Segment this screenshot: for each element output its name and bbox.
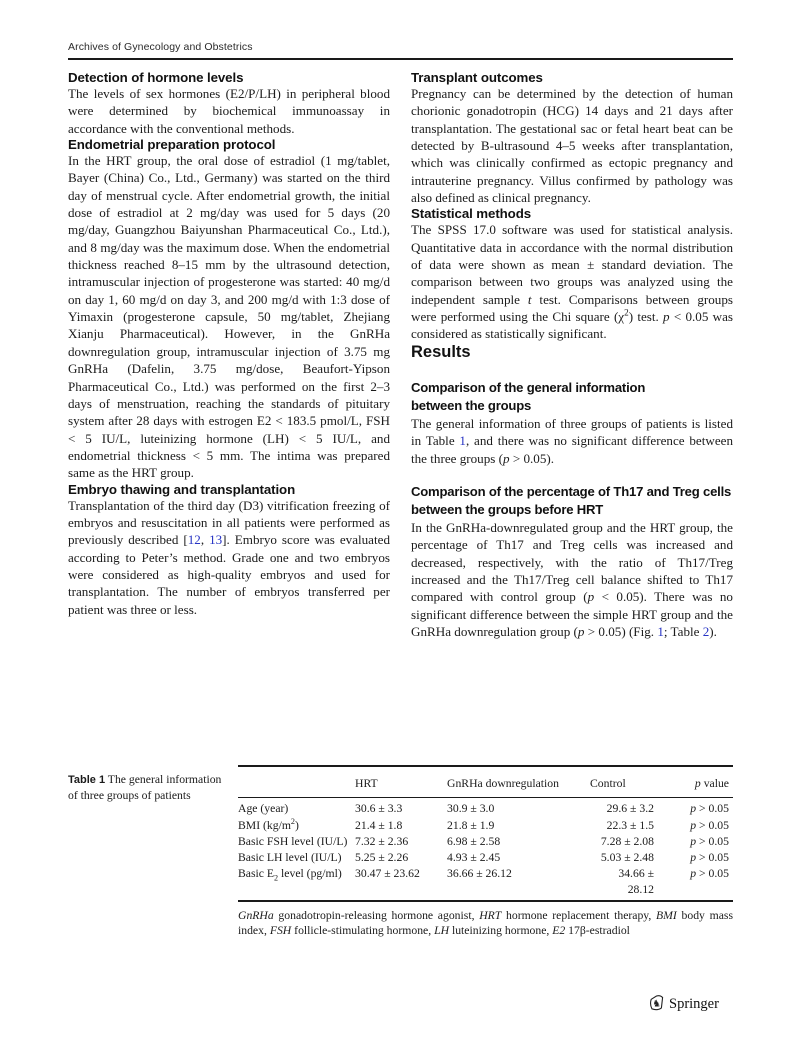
table-bottom-rule <box>238 900 733 902</box>
table-footnote: GnRHa gonadotropin-releasing hormone agonist, HRT hormone replacement therapy, BMI body mass index, FSH follicle-stimulating hormone, LH luteinizing hormone, E2 17β-estradiol <box>238 908 733 937</box>
cell-control: 7.28 ± 2.08 <box>600 834 654 848</box>
paragraph-general-information: The general information of three groups of patients is listed in Table 1, and there was no significant difference between the three groups (p > 0.05). <box>411 415 734 466</box>
table-row <box>238 801 733 816</box>
svg-text:♞: ♞ <box>652 999 661 1010</box>
cell-gnrha: 6.98 ± 2.58 <box>447 834 501 848</box>
reference-link[interactable]: 2 <box>702 623 710 639</box>
cell-hrt: 7.32 ± 2.36 <box>355 834 409 848</box>
section-heading-statistical-methods: Statistical methods <box>411 206 532 222</box>
right-column <box>411 70 733 640</box>
reference-link[interactable]: 13 <box>209 532 223 548</box>
subsection-heading-line: between the groups before HRT <box>411 501 604 517</box>
cell-p-value: p > 0.05 <box>690 802 729 816</box>
paragraph-endometrial-protocol: In the HRT group, the oral dose of estradiol (1 mg/tablet, Bayer (China) Co., Ltd., Germany) was started on the third day of menstrual cycle. After endometrial growth, the initial dose of estradiol at 2 mg/day was used for 5 days (20 mg/day, Guangzhou Baiyunshan Pharmaceutical Co., Ltd.), and 8 mg/day was the maximum dose. When the endometrial thickness reached 8–15 mm by the ultrasound detection, intramuscular injection of progesterone was started: 40 mg/d on day 1, 60 mg/d on day 3, and 200 mg/d with 1:3 dose of Yimaxin (progesterone capsule, 50 mg/tablet, Zhejiang Xianju Pharmaceutical). However, in the GnRHa downregulation group, intramuscular injection of 3.75 mg GnRHa (Dafelin, 3.75 mg/dose, Beaufort-Yipson Pharmaceutical Co., Ltd.) was performed on the first 2–3 days of menstruation, reaching the standards of pituitary system after 28 days with estrogen E2 < 183.5 pmol/L, FSH < 5 IU/L, luteinizing hormone (LH) < 5 IU/L, and endometrial thickness < 5 mm. The intima was prepared same as the HRT group. <box>68 153 390 481</box>
reference-link[interactable]: 1 <box>657 623 664 639</box>
table-caption-text: The general information of three groups of patients <box>68 773 222 803</box>
row-parameter: BMI $(kg/m^2)$ <box>238 816 299 832</box>
reference-link[interactable]: 12 <box>187 532 201 548</box>
section-heading-embryo-thawing: Embryo thawing and transplantation <box>68 481 296 497</box>
cell-hrt: 5.25 ± 2.26 <box>355 851 409 865</box>
subsection-heading-th17-treg <box>411 483 733 519</box>
paragraph-hormone-levels: The levels of sex hormones (E2/P/LH) in peripheral blood were determined by biochemical immunoassay in accordance with the conventional methods. <box>68 86 390 136</box>
springer-logo <box>649 995 719 1015</box>
table-caption <box>68 772 232 804</box>
publisher-name: Springer <box>669 996 719 1013</box>
cell-gnrha: 36.66 ± 26.12 <box>447 867 512 881</box>
cell-hrt: 30.6 ± 3.3 <box>355 802 403 816</box>
table-row <box>238 850 733 865</box>
subsection-heading-line: Comparison of the general information <box>411 379 646 395</box>
col-header-hrt: HRT <box>355 776 378 790</box>
cell-p-value: p > 0.05 <box>690 834 729 848</box>
cell-p-value: p > 0.05 <box>690 867 729 881</box>
row-parameter: Basic LH level (IU/L) <box>238 851 342 865</box>
col-header-gnrha: GnRHa downregulation <box>447 776 559 790</box>
paragraph-th17-treg: In the GnRHa-downregulated group and the HRT group, the percentage of Th17 and Treg cells was increased and decreased, respectively, with the ratio of Th17/Treg increased and the Th17/Treg cell balance shifted to Th17 compared with control group (p < 0.05). There was no significant difference between the simple HRT group and the GnRHa downregulation group (p > 0.05) (Fig. 1; Table 2). <box>411 519 733 639</box>
table-row <box>238 818 733 833</box>
paragraph-transplant-outcomes: Pregnancy can be determined by the detection of human chorionic gonadotropin (HCG) 14 days and 21 days after transplantation. The gestational sac or fetal heart beat can be detected by B-ultrasound 4–5 weeks after transplantation, which was clinically confirmed as ectopic pregnancy and intrauterine pregnancy. Villus confirmed by pathology was also defined as clinical pregnancy. <box>411 86 733 206</box>
row-parameter: Basic $E_2$ level (pg/ml) <box>238 867 342 883</box>
subsection-heading-line: Comparison of the percentage of Th17 and Treg cells <box>411 483 732 499</box>
subsection-heading-line: between the groups <box>411 397 532 413</box>
table-row <box>238 834 733 849</box>
cell-hrt: 30.47 ± 23.62 <box>355 867 420 881</box>
section-heading-hormone-levels: Detection of hormone levels <box>68 70 244 85</box>
section-heading-results: Results <box>411 342 471 361</box>
paragraph-embryo-thawing: Transplantation of the third day (D3) vitrification freezing of embryos and resuscitation in all patients were performed as previously described [12, 13]. Embryo score was evaluated according to Peter’s method. Grade one and two embryos were considered as high-quality embryos and used for transplantation. The number of embryos transferred per patient was three or less. <box>68 497 390 617</box>
subsection-heading-general-information <box>411 379 733 415</box>
cell-gnrha: 4.93 ± 2.45 <box>447 851 501 865</box>
col-header-p-value: p value <box>694 776 729 790</box>
table-row <box>238 866 733 897</box>
paragraph-statistical-methods: The SPSS 17.0 software was used for statistical analysis. Quantitative data in accordance with the normal distribution of data were shown as mean ± standard deviation. The comparison between two groups was analyzed using the independent sample t test. Comparisons between groups were performed using the Chi square $(\chi^2)$ test. p < 0.05 was considered as statistically significant. <box>411 222 733 342</box>
general-information-table <box>238 765 733 938</box>
row-parameter: Basic FSH level (IU/L) <box>238 834 348 848</box>
col-header-control: Control <box>590 776 626 790</box>
cell-control: 34.66 ± 28.12 <box>618 867 654 896</box>
cell-control: 22.3 ± 1.5 <box>606 818 654 832</box>
reference-link[interactable]: 1 <box>459 433 466 449</box>
cell-p-value: p > 0.05 <box>690 818 729 832</box>
cell-control: 5.03 ± 2.48 <box>600 851 654 865</box>
row-parameter: Age (year) <box>238 802 289 816</box>
header-rule <box>68 58 733 60</box>
journal-name: Archives of Gynecology and Obstetrics <box>68 41 253 53</box>
springer-knight-icon <box>649 995 664 1015</box>
cell-gnrha: 30.9 ± 3.0 <box>447 802 495 816</box>
left-column <box>68 70 390 640</box>
cell-control: 29.6 ± 3.2 <box>606 802 654 816</box>
section-heading-transplant-outcomes: Transplant outcomes <box>411 70 543 85</box>
section-heading-endometrial-protocol: Endometrial preparation protocol <box>68 137 276 153</box>
table-caption-label: Table 1 <box>68 774 106 786</box>
cell-hrt: 21.4 ± 1.8 <box>355 818 403 832</box>
two-column-body <box>68 70 733 640</box>
cell-p-value: p > 0.05 <box>690 851 729 865</box>
table-header-row <box>238 767 733 797</box>
cell-gnrha: 21.8 ± 1.9 <box>447 818 495 832</box>
table-body <box>238 798 733 897</box>
